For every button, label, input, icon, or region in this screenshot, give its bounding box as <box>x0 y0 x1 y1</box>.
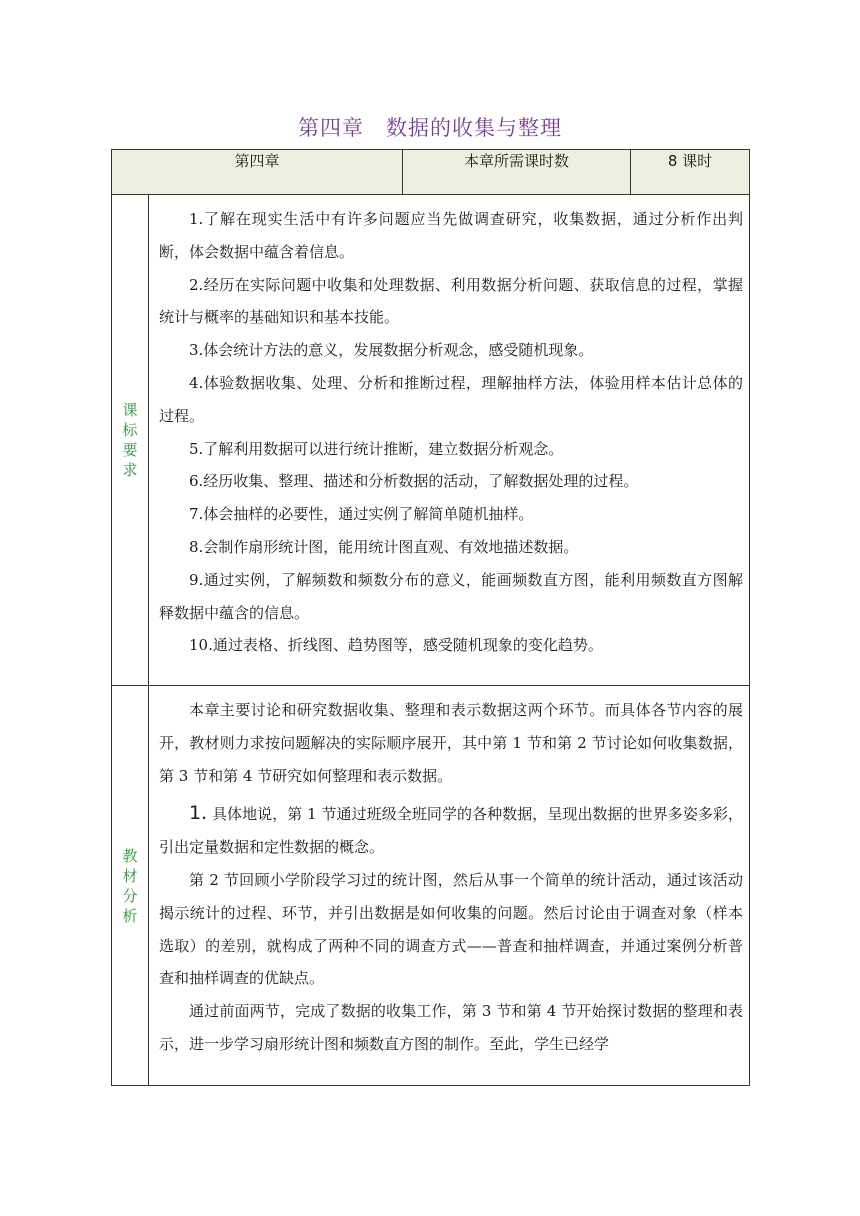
textbook-analysis-content <box>149 686 750 1086</box>
label-char: 析 <box>122 906 138 925</box>
label-char: 课 <box>122 401 138 419</box>
analysis-paragraph: 通过前面两节，完成了数据的收集工作，第 3 节和第 4 节开始探讨数据的整理和表示，进一步学习扇形统计图和频数直方图的制作。至此，学生已经学 <box>159 1002 744 1053</box>
textbook-analysis-label <box>112 686 149 1086</box>
textbook-analysis-row <box>112 686 750 1086</box>
requirement-item: 9.通过实例，了解频数和频数分布的意义，能画频数直方图，能利用频数直方图解释数据中蕴含的信息。 <box>159 570 744 622</box>
label-char: 求 <box>122 461 138 479</box>
curriculum-requirements-row <box>112 195 750 686</box>
point-number: 1. <box>189 802 208 825</box>
label-char: 教 <box>122 846 138 865</box>
requirement-item: 6.经历收集、整理、描述和分析数据的活动，了解数据处理的过程。 <box>189 472 639 491</box>
requirement-item: 2.经历在实际问题中收集和处理数据、利用数据分析问题、获取信息的过程，掌握统计与概率的基础知识和基本技能。 <box>159 275 744 327</box>
analysis-paragraph: 第 2 节回顾小学阶段学习过的统计图，然后从事一个简单的统计活动，通过该活动揭示统计的过程、环节，并引出数据是如何收集的问题。然后讨论由于调查对象（样本选取）的差别，就构成了两种不同的调查方式——普查和抽样调查，并通过案例分析普查和抽样调查的优缺点。 <box>159 870 744 988</box>
analysis-point-1 <box>159 797 743 864</box>
point-text: 具体地说，第 1 节通过班级全班同学的各种数据，呈现出数据的世界多姿多彩，引出定量数据和定性数据的概念。 <box>159 805 744 857</box>
label-char: 材 <box>122 866 138 885</box>
requirement-item: 4.体验数据收集、处理、分析和推断过程，理解抽样方法，体验用样本估计总体的过程。 <box>159 373 744 425</box>
requirement-item: 7.体会抽样的必要性，通过实例了解简单随机抽样。 <box>189 505 534 524</box>
requirement-item: 8.会制作扇形统计图，能用统计图直观、有效地描述数据。 <box>189 537 579 556</box>
label-char: 标 <box>122 421 138 439</box>
requirement-item: 1.了解在现实生活中有许多问题应当先做调查研究，收集数据，通过分析作出判断，体会数据中蕴含着信息。 <box>159 210 744 261</box>
curriculum-requirements-content <box>149 195 750 686</box>
hours-value-cell: 8 课时 <box>631 150 750 195</box>
table-header-row <box>112 150 750 195</box>
label-char: 要 <box>122 441 138 459</box>
chapter-cell: 第四章 <box>112 150 403 195</box>
requirement-item: 10.通过表格、折线图、趋势图等，感受随机现象的变化趋势。 <box>189 636 603 655</box>
chapter-plan-table <box>111 149 750 1086</box>
page-title: 第四章 数据的收集与整理 <box>298 116 562 140</box>
hours-label-cell: 本章所需课时数 <box>403 150 631 195</box>
requirement-item: 3.体会统计方法的意义，发展数据分析观念，感受随机现象。 <box>189 341 594 360</box>
curriculum-requirements-label <box>112 195 149 686</box>
label-char: 分 <box>122 886 138 905</box>
analysis-intro: 本章主要讨论和研究数据收集、整理和表示数据这两个环节。而具体各节内容的展开，教材则力求按问题解决的实际顺序展开，其中第 1 节和第 2 节讨论如何收集数据，第 3 节和第 4 节研究如何整理和表示数据。 <box>159 701 744 785</box>
requirement-item: 5.了解利用数据可以进行统计推断，建立数据分析观念。 <box>189 439 564 458</box>
